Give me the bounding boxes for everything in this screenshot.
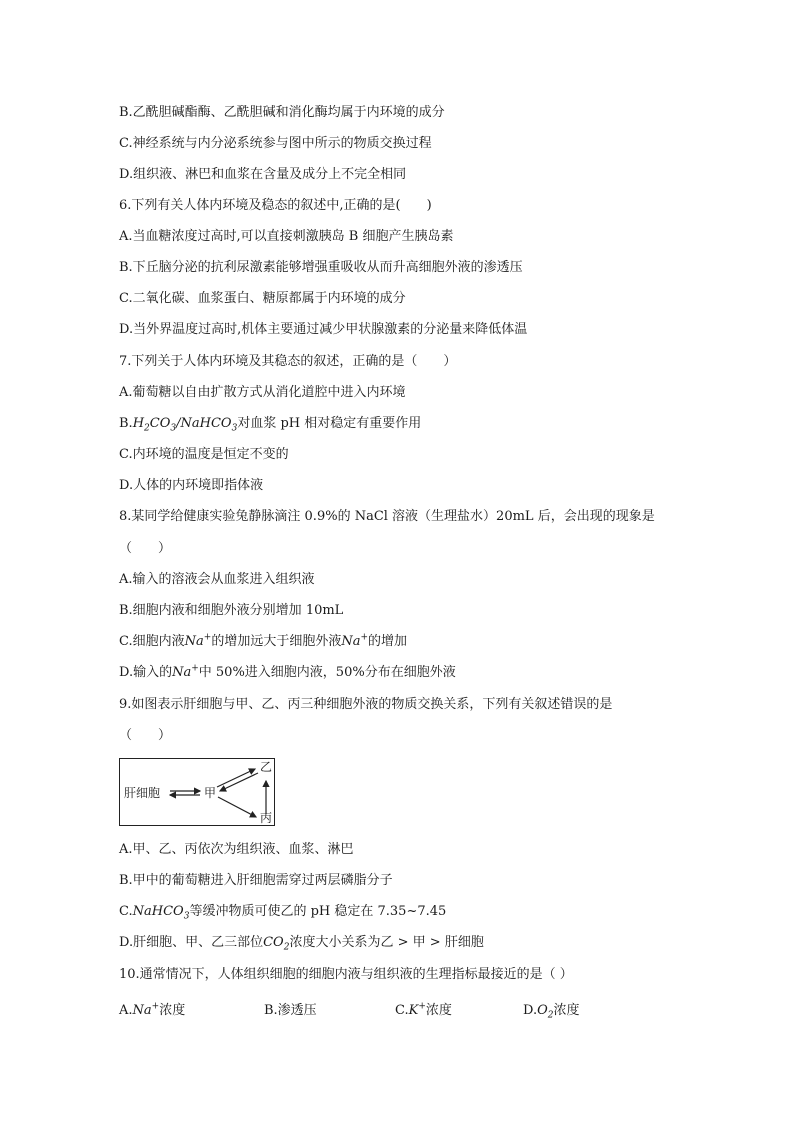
q8-stem: 8.某同学给健康实验兔静脉滴注 0.9%的 NaCl 溶液（生理盐水）20mL 后，会出现的现象是 <box>119 509 655 524</box>
arrow-yi-to-jia <box>220 773 258 791</box>
arrow-jia-to-yi <box>217 769 255 787</box>
q8-option-a: A.输入的溶液会从血浆进入组织液 <box>119 572 315 587</box>
q5-option-c: C.神经系统与内分泌系统参与图中所示的物质交换过程 <box>119 136 432 151</box>
q9-stem-bracket: （ ） <box>119 728 172 743</box>
label-bing: 丙 <box>260 811 273 825</box>
arrow-jia-to-bing <box>218 797 256 817</box>
q6-option-a: A.当血糖浓度过高时,可以直接刺激胰岛 B 细胞产生胰岛素 <box>119 229 454 244</box>
q7-option-b: $B.H_2CO_3/NaHCO_3$对血浆 pH 相对稳定有重要作用 <box>119 416 422 434</box>
q7-option-a: A.葡萄糖以自由扩散方式从消化道腔中进入内环境 <box>119 385 406 400</box>
q6-stem: 6.下列有关人体内环境及稳态的叙述中,正确的是( ) <box>119 198 432 213</box>
label-yi: 乙 <box>260 760 273 774</box>
q8-option-b: B.细胞内液和细胞外液分别增加 10mL <box>119 603 344 618</box>
q5-option-b: B.乙酰胆碱酯酶、乙酰胆碱和消化酶均属于内环境的成分 <box>119 105 445 120</box>
q6-option-d: D.当外界温度过高时,机体主要通过减少甲状腺激素的分泌量来降低体温 <box>119 322 528 337</box>
q9-stem: 9.如图表示肝细胞与甲、乙、丙三种细胞外液的物质交换关系，下列有关叙述错误的是 <box>119 697 613 712</box>
q7-option-c: C.内环境的温度是恒定不变的 <box>119 447 289 462</box>
exchange-diagram <box>119 758 275 826</box>
q8-stem-bracket: （ ） <box>119 541 172 556</box>
q6-option-b: B.下丘脑分泌的抗利尿激素能够增强重吸收从而升高细胞外液的渗透压 <box>119 260 523 275</box>
q9-option-d: D.肝细胞、甲、乙三部位$CO_2$浓度大小关系为乙 > 甲 > 肝细胞 <box>119 935 484 953</box>
q6-option-c: C.二氧化碳、血浆蛋白、糖原都属于内环境的成分 <box>119 291 406 306</box>
q8-option-d: D.输入的Na+中 50%进入细胞内液，50%分布在细胞外液 <box>119 663 456 680</box>
q5-option-d: D.组织液、淋巴和血浆在含量及成分上不完全相同 <box>119 167 407 182</box>
q7-option-d: D.人体的内环境即指体液 <box>119 478 264 493</box>
q10-option-d: $D.O_2$浓度 <box>523 1003 580 1021</box>
q9-option-c: C.NaHCO$_3$等缓冲物质可使乙的 pH 稳定在 7.35~7.45 <box>119 904 447 922</box>
q10-stem: 10.通常情况下，人体组织细胞的细胞内液与组织液的生理指标最接近的是（ ） <box>119 967 573 982</box>
label-liver-cell: 肝细胞 <box>124 786 161 800</box>
q7-stem: 7.下列关于人体内环境及其稳态的叙述，正确的是（ ） <box>119 354 457 369</box>
q10-option-c: C.K+浓度 <box>395 1001 452 1018</box>
q8-option-c: C.细胞内液Na+的增加远大于细胞外液Na+的增加 <box>119 632 408 649</box>
q9-option-a: A.甲、乙、丙依次为组织液、血浆、淋巴 <box>119 842 354 857</box>
q10-option-b: B.渗透压 <box>264 1003 317 1018</box>
q9-option-b: B.甲中的葡萄糖进入肝细胞需穿过两层磷脂分子 <box>119 873 393 888</box>
q10-option-a: A.Na+浓度 <box>119 1001 186 1018</box>
label-jia: 甲 <box>204 786 217 800</box>
